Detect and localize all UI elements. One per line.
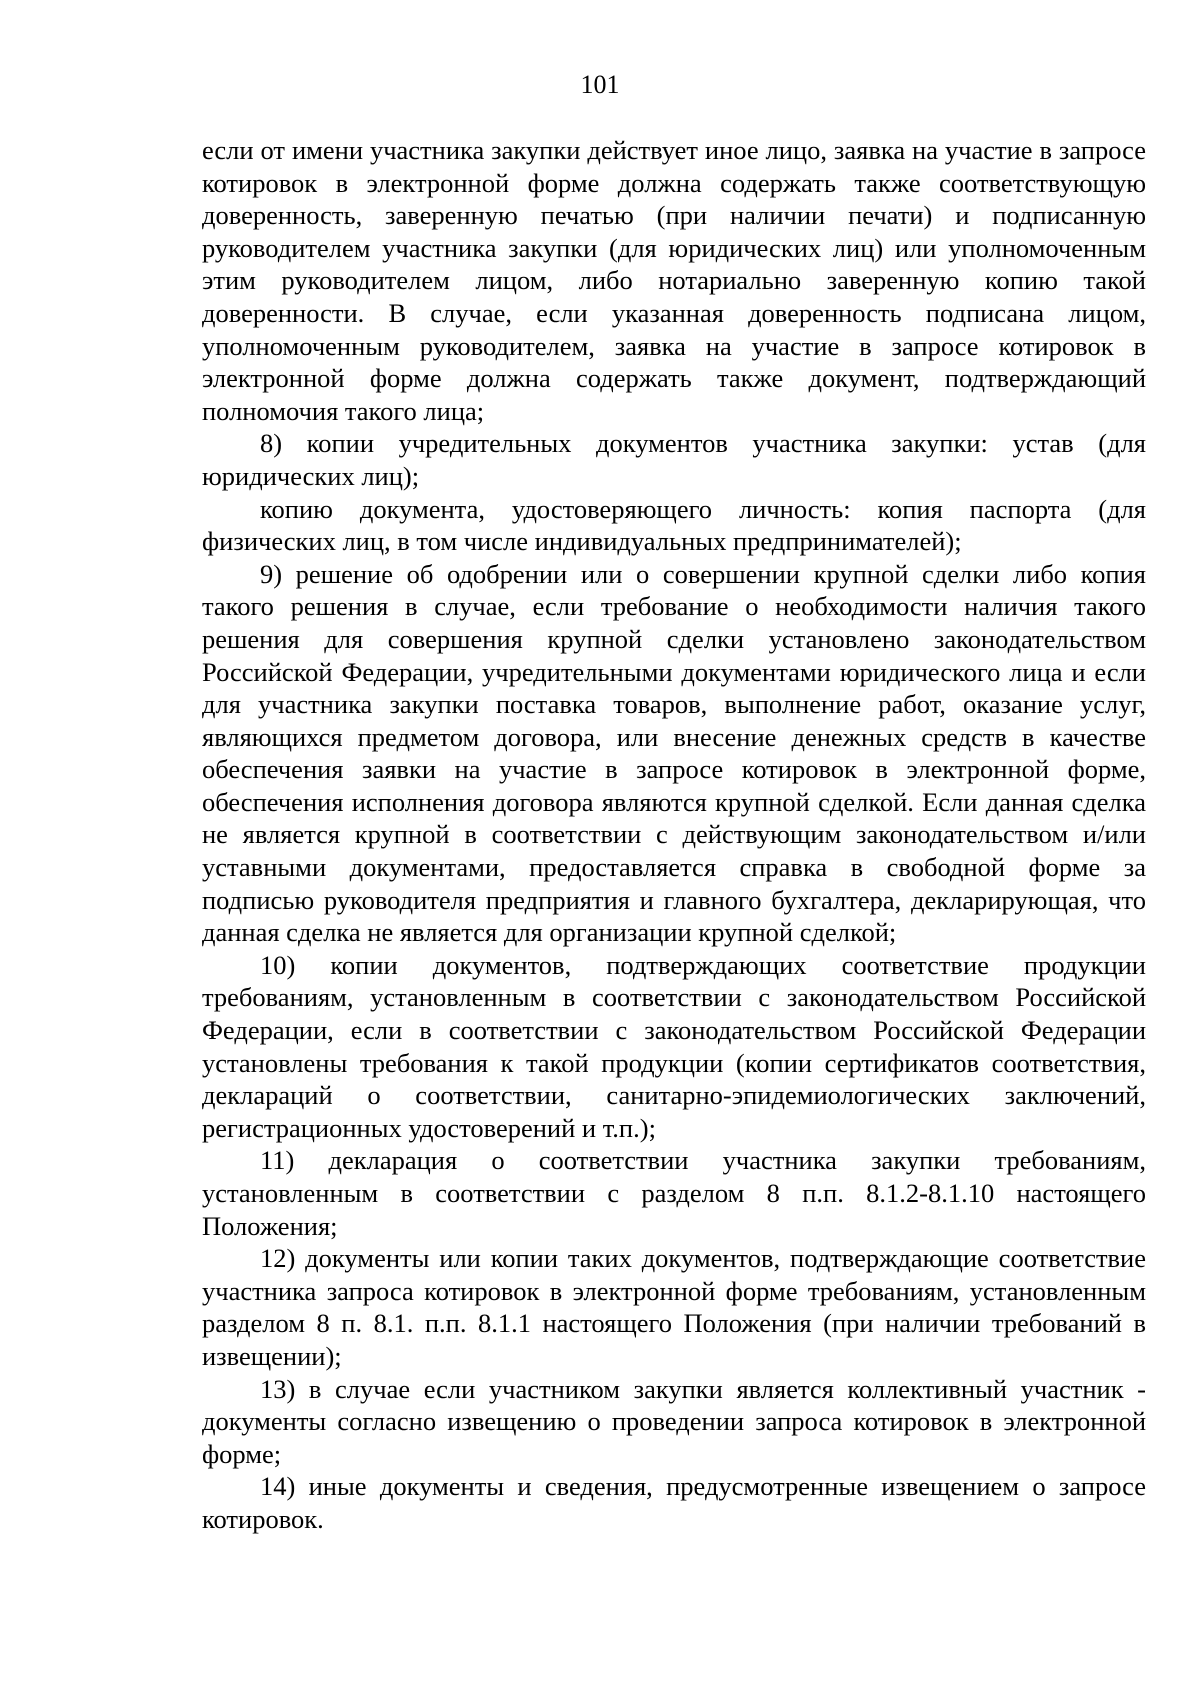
paragraph-item-10: 10) копии документов, подтверждающих соответствие продукции требованиям, установленным в соответствии с законодательством Российской Федерации, если в соответствии с законодательством Российской Федерации установлены требования к такой продукции (копии сертификатов соответствия, деклараций о соответствии, санитарно-эпидемиологических заключений, регистрационных удостоверений и т.п.); [202,949,1146,1143]
paragraph-continuation: если от имени участника закупки действует иное лицо, заявка на участие в запросе котировок в электронной форме должна содержать также соответствующую доверенность, заверенную печатью (при наличии печати) и подписанную руководителем участника закупки (для юридических лиц) или уполномоченным этим руководителем лицом, либо нотариально заверенную копию такой доверенности. В случае, если указанная доверенность подписана лицом, уполномоченным руководителем, заявка на участие в запросе котировок в электронной форме должна содержать также документ, подтверждающий полномочия такого лица; [202,135,1146,426]
paragraph-identity-document: копию документа, удостоверяющего личность: копия паспорта (для физических лиц, в том числе индивидуальных предпринимателей); [202,493,1146,557]
page-number: 101 [580,70,620,99]
paragraph-item-11: 11) декларация о соответствии участника закупки требованиям, установленным в соответствии с разделом 8 п.п. 8.1.2-8.1.10 настоящего Положения; [202,1145,1146,1241]
paragraph-item-14: 14) иные документы и сведения, предусмотренные извещением о запросе котировок. [202,1471,1146,1534]
document-body [202,134,1146,1536]
paragraph-item-8: 8) копии учредительных документов участника закупки: устав (для юридических лиц); [202,428,1146,491]
paragraph-item-13: 13) в случае если участником закупки является коллективный участник - документы согласно извещению о проведении запроса котировок в электронной форме; [202,1373,1146,1469]
paragraph-item-12: 12) документы или копии таких документов, подтверждающие соответствие участника запроса котировок в электронной форме требованиям, установленным разделом 8 п. 8.1. п.п. 8.1.1 настоящего Положения (при наличии требований в извещении); [202,1243,1146,1371]
paragraph-item-9: 9) решение об одобрении или о совершении крупной сделки либо копия такого решения в случае, если требование о необходимости наличия такого решения для совершения крупной сделки установлено законодательством Российской Федерации, учредительными документами юридического лица и если для участника закупки поставка товаров, выполнение работ, оказание услуг, являющихся предметом договора, или внесение денежных средств в качестве обеспечения заявки на участие в запросе котировок в электронной форме, обеспечения исполнения договора являются крупной сделкой. Если данная сделка не является крупной в соответствии с действующим законодательством и/или уставными документами, предоставляется справка в свободной форме за подписью руководителя предприятия и главного бухгалтера, декларирующая, что данная сделка не является для организации крупной сделкой; [202,558,1146,948]
